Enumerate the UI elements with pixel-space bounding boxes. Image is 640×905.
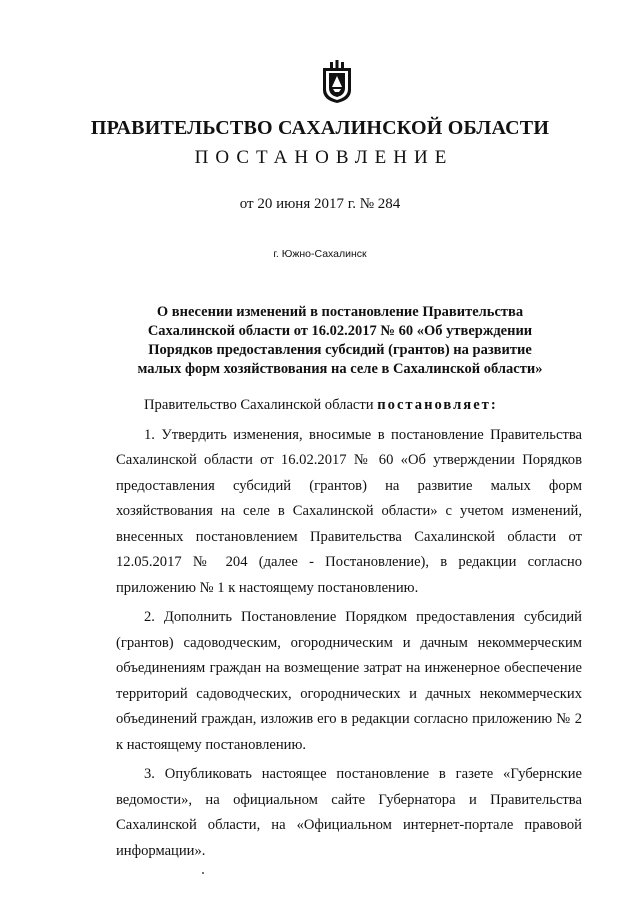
subject-line: малых форм хозяйствования на селе в Сахалинской области» (137, 361, 543, 377)
subject-line: Порядков предоставления субсидий (грантов) на развитие (148, 342, 532, 358)
organization-title: ПРАВИТЕЛЬСТВО САХАЛИНСКОЙ ОБЛАСТИ (90, 117, 550, 139)
document-type: ПОСТАНОВЛЕНИЕ (194, 147, 454, 168)
sakhalin-coat-of-arms-icon (321, 60, 353, 104)
document-city: г. Южно-Сахалинск (273, 248, 367, 260)
document-date-number: от 20 июня 2017 г. № 284 (239, 196, 401, 212)
scan-speck (202, 872, 204, 874)
document-subject (80, 303, 600, 379)
decree-word: постановляет: (377, 397, 498, 413)
paragraph-item-3: 3. Опубликовать настоящее постановление в газете «Губернские ведомости», на официальном сайте Губернатора и Правительства Сахалинской области, на «Официальном интернет-портале правовой информации». (116, 766, 582, 859)
document-body (116, 393, 582, 864)
subject-line: О внесении изменений в постановление Правительства (156, 304, 524, 320)
paragraph-item-2: 2. Дополнить Постановление Порядком предоставления субсидий (грантов) садоводческим, огородническим и дачным некоммерческим объединениям граждан на возмещение затрат на инженерное обеспечение территорий садоводческих, огороднических и дачных некоммерческих объединений граждан, изложив его в редакции согласно приложению № 2 к настоящему постановлению. (116, 609, 582, 753)
subject-line: Сахалинской области от 16.02.2017 № 60 «Об утверждении (147, 323, 533, 339)
preamble-lead: Правительство Сахалинской области (144, 397, 378, 413)
preamble (116, 393, 582, 419)
paragraph-item-1: 1. Утвердить изменения, вносимые в постановление Правительства Сахалинской области от 16.02.2017 № 60 «Об утверждении Порядков предоставления субсидий (грантов) на развитие малых форм хозяйствования на селе в Сахалинской области» с учетом изменений, внесенных постановлением Правительства Сахалинской области от 12.05.2017 № 204 (далее - Постановление), в редакции согласно приложению № 1 к настоящему постановлению. (116, 426, 582, 596)
